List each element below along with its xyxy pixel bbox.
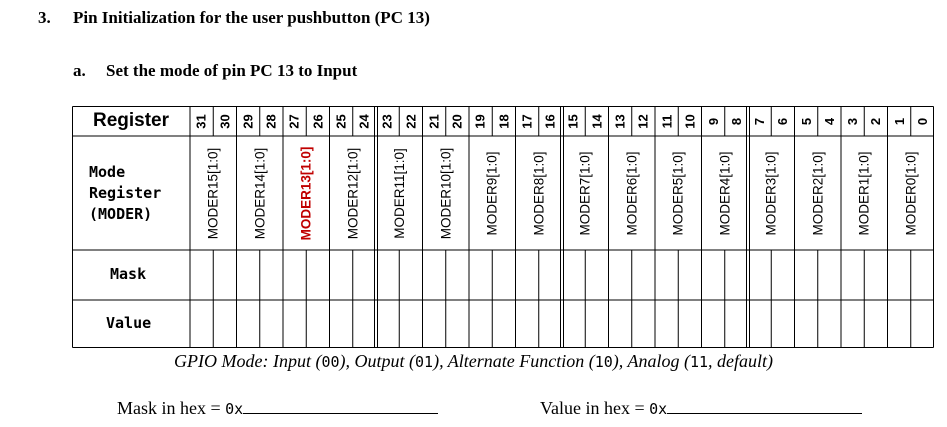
field-moder6: MODER6[1:0] (624, 150, 640, 236)
bit-number-12: 12 (635, 113, 651, 129)
bit-number-28: 28 (263, 113, 279, 129)
field-moder14: MODER14[1:0] (252, 147, 268, 239)
field-moder11: MODER11[1:0] (391, 147, 407, 239)
alternate-code: 10 (594, 353, 613, 371)
register-table (72, 106, 934, 348)
bit-number-8: 8 (728, 117, 744, 125)
bit-number-21: 21 (426, 113, 442, 129)
section-title: Pin Initialization for the user pushbutton (PC 13) (73, 8, 430, 27)
value-hex-line: Value in hex = 0x (540, 398, 862, 419)
analog-code: 11 (689, 353, 709, 371)
bit-number-13: 13 (612, 113, 628, 129)
bit-number-3: 3 (845, 117, 861, 125)
bit-number-23: 23 (380, 113, 396, 129)
value-row-label: Value (106, 314, 152, 332)
bit-number-18: 18 (496, 113, 512, 129)
subsection-title: Set the mode of pin PC 13 to Input (106, 61, 358, 80)
section-number: 3. (38, 8, 51, 27)
gpio-mode-note: GPIO Mode: Input (00), Output (01), Alternate Function (10), Analog (11, default) (173, 351, 774, 371)
value-hex-blank (667, 399, 862, 414)
mode-register-label: Mode Register (MODER) (89, 163, 162, 223)
output-code: 01 (415, 353, 434, 371)
bit-number-2: 2 (868, 117, 884, 125)
field-moder13: MODER13[1:0] (298, 146, 314, 240)
bit-number-15: 15 (566, 113, 582, 129)
bit-number-31: 31 (194, 113, 210, 129)
bit-number-14: 14 (589, 113, 605, 129)
bit-number-19: 19 (473, 113, 489, 129)
bit-number-20: 20 (449, 113, 465, 129)
field-moder9: MODER9[1:0] (484, 150, 500, 236)
bit-number-25: 25 (333, 113, 349, 129)
mask-hex-blank (243, 399, 438, 414)
field-moder10: MODER10[1:0] (438, 147, 454, 239)
field-moder7: MODER7[1:0] (577, 150, 593, 236)
bit-number-5: 5 (798, 117, 814, 125)
bit-number-17: 17 (519, 113, 535, 129)
field-moder8: MODER8[1:0] (531, 150, 547, 236)
field-moder4: MODER4[1:0] (717, 150, 733, 236)
bit-number-11: 11 (659, 114, 675, 128)
bit-number-6: 6 (775, 117, 791, 125)
field-moder3: MODER3[1:0] (763, 150, 779, 236)
bit-number-10: 10 (682, 113, 698, 129)
subsection-letter: a. (73, 61, 86, 80)
input-code: 00 (321, 353, 340, 371)
bit-number-1: 1 (891, 117, 907, 125)
bit-number-27: 27 (287, 113, 303, 129)
bit-number-22: 22 (403, 113, 419, 129)
bit-number-7: 7 (752, 117, 768, 125)
bit-number-26: 26 (310, 113, 326, 129)
register-header-label: Register (92, 110, 170, 131)
mask-row-label: Mask (110, 265, 147, 283)
bit-number-16: 16 (542, 113, 558, 129)
bit-number-0: 0 (914, 117, 930, 125)
bit-number-4: 4 (821, 117, 837, 125)
bit-number-29: 29 (240, 113, 256, 129)
field-moder0: MODER0[1:0] (903, 150, 919, 236)
bit-number-30: 30 (217, 113, 233, 129)
field-moder5: MODER5[1:0] (670, 150, 686, 236)
bit-number-9: 9 (705, 117, 721, 125)
field-moder1: MODER1[1:0] (856, 150, 872, 236)
field-moder15: MODER15[1:0] (205, 147, 221, 239)
field-moder12: MODER12[1:0] (345, 147, 361, 239)
mask-hex-line: Mask in hex = 0x (117, 398, 438, 419)
field-moder2: MODER2[1:0] (810, 150, 826, 236)
bit-number-24: 24 (356, 113, 372, 129)
